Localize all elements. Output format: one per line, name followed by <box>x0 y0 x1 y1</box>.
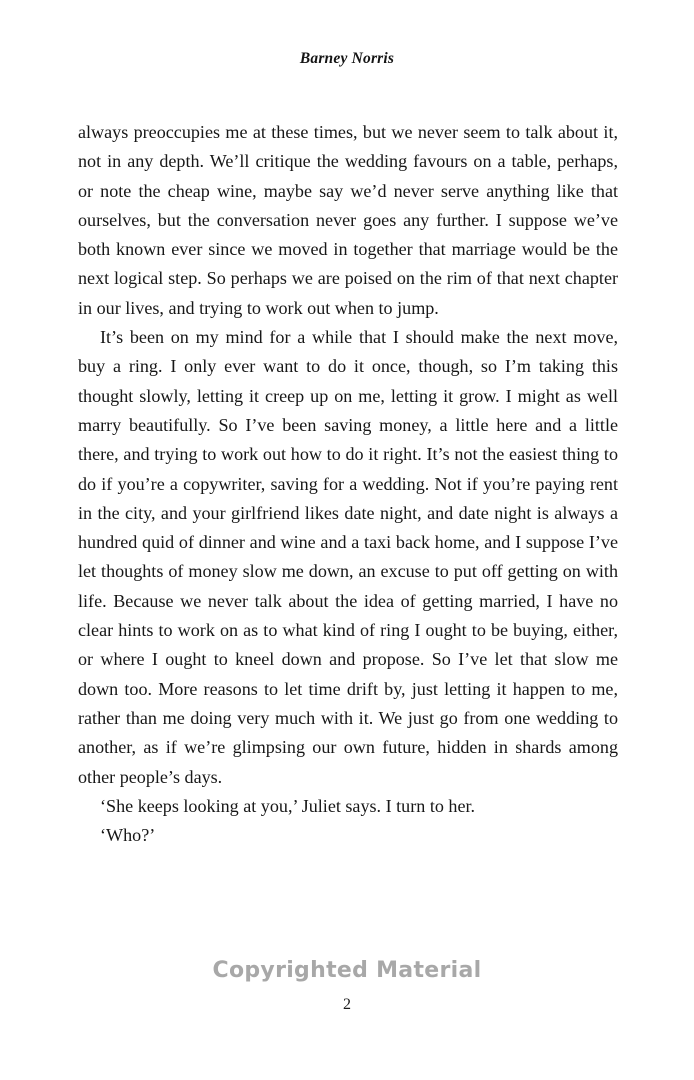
copyright-watermark: Copyrighted Material <box>212 958 482 983</box>
page-number: 2 <box>343 996 351 1013</box>
page-body-text <box>78 118 618 850</box>
paragraph: ‘Who?’ <box>100 825 156 846</box>
paragraph: ‘She keeps looking at you,’ Juliet says. I turn to her. <box>100 795 476 816</box>
paragraph: It’s been on my mind for a while that I should make the next move, buy a ring. I only ever want to do it once, though, so I’m taking this thought slowly, letting it creep up on me, letting it grow. I might as well marry beautifully. So I’ve been saving money, a little here and a little there, and trying to work out how to do it right. It’s not the easiest thing to do if you’re a copywriter, saving for a wedding. Not if you’re paying rent in the city, and your girlfriend likes date night, and date night is always a hundred quid of dinner and wine and a taxi back home, and I suppose I’ve let thoughts of money slow me down, an excuse to put off getting on with life. Because we never talk about the idea of getting married, I have no clear hints to work on as to what kind of ring I ought to be buying, either, or where I ought to kneel down and propose. So I’ve let that slow me down too. More reasons to let time drift by, just letting it happen to me, rather than me doing very much with it. We just go from one wedding to another, as if we’re glimpsing our own future, hidden in shards among other people’s days. <box>78 327 618 787</box>
paragraph: always preoccupies me at these times, but we never seem to talk about it, not in any depth. We’ll critique the wedding favours on a table, perhaps, or note the cheap wine, maybe say we’d never serve anything like that ourselves, but the conversation never goes any further. I suppose we’ve both known ever since we moved in together that marriage would be the next logical step. So perhaps we are poised on the rim of that next chapter in our lives, and trying to work out when to jump. <box>78 122 618 318</box>
running-head-author: Barney Norris <box>299 50 395 67</box>
